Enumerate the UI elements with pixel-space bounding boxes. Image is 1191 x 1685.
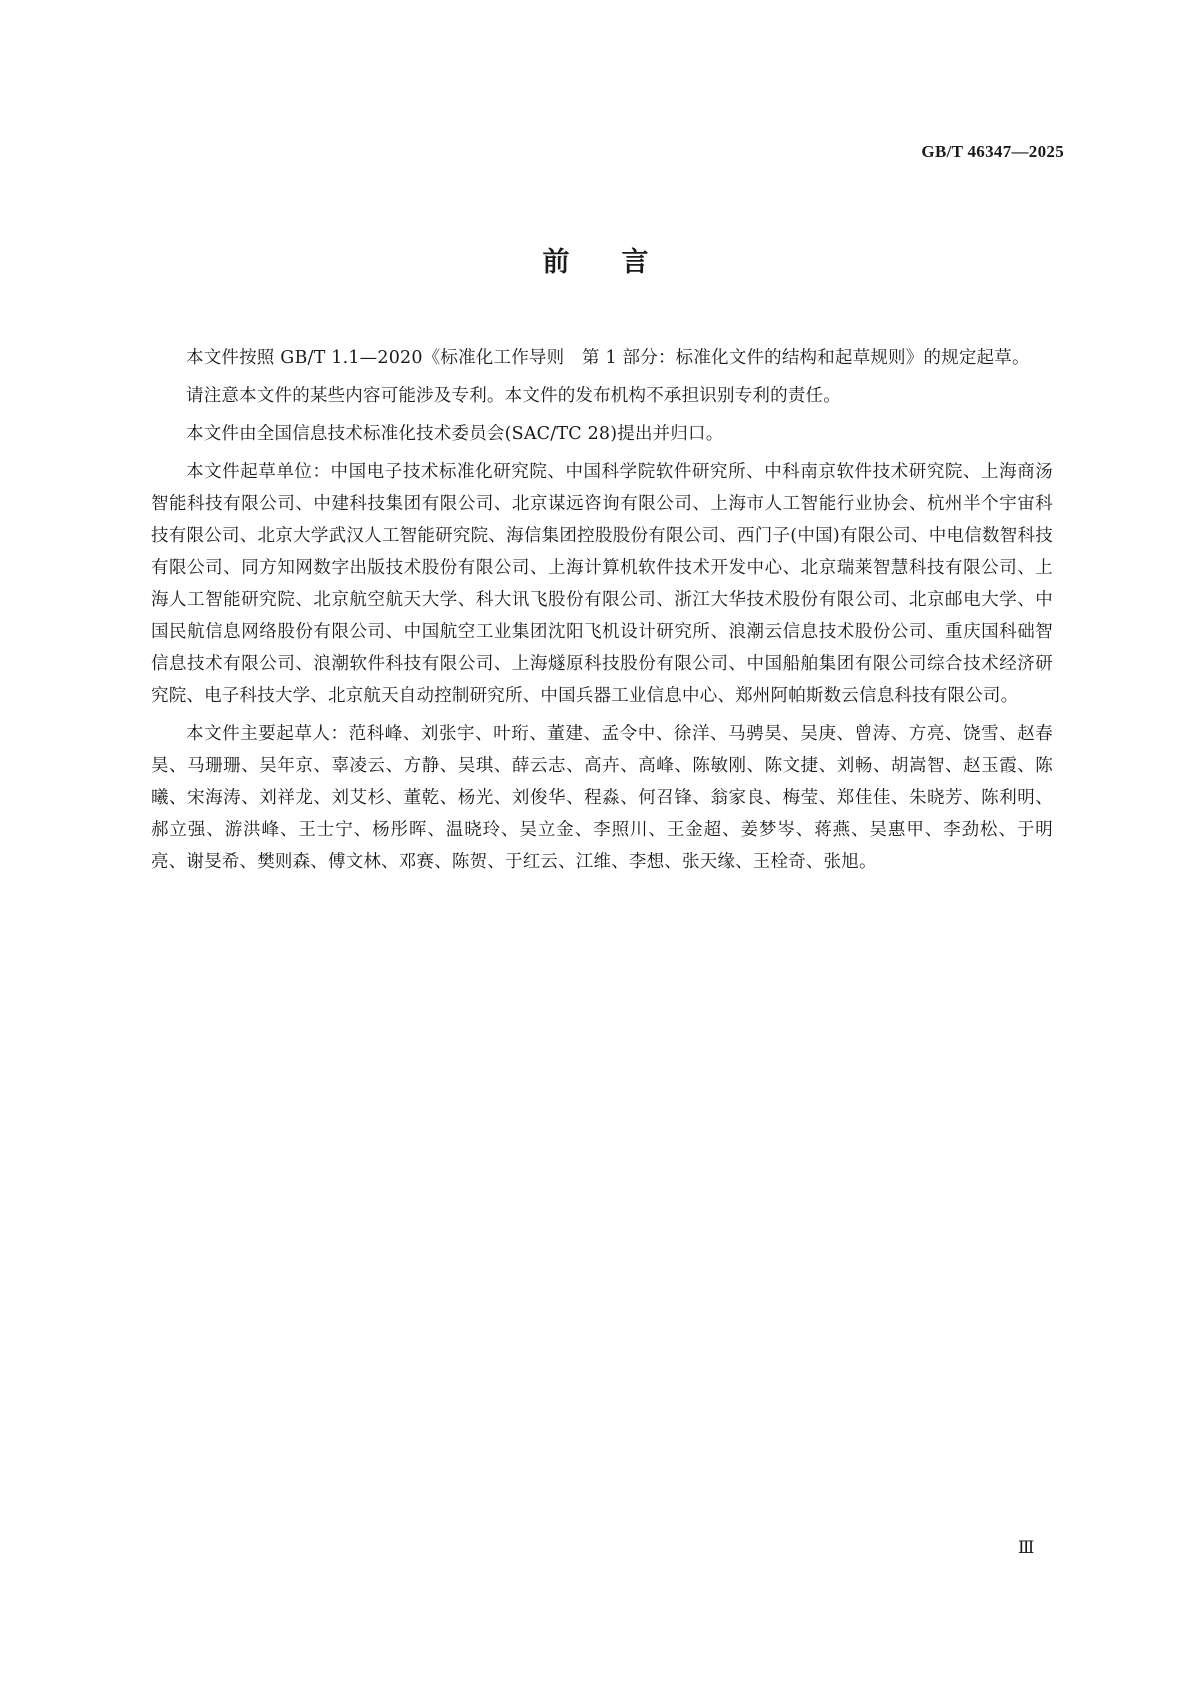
paragraph-drafting-units: 本文件起草单位：中国电子技术标准化研究院、中国科学院软件研究所、中科南京软件技术研究院、上海商汤智能科技有限公司、中建科技集团有限公司、北京谋远咨询有限公司、上海市人工智能行业协会、杭州半个宇宙科技有限公司、北京大学武汉人工智能研究院、海信集团控股股份有限公司、西门子(中国)有限公司、中电信数智科技有限公司、同方知网数字出版技术股份有限公司、上海计算机软件技术开发中心、北京瑞莱智慧科技有限公司、上海人工智能研究院、北京航空航天大学、科大讯飞股份有限公司、浙江大华技术股份有限公司、北京邮电大学、中国民航信息网络股份有限公司、中国航空工业集团沈阳飞机设计研究所、浪潮云信息技术股份公司、重庆国科础智信息技术有限公司、浪潮软件科技有限公司、上海燧原科技股份有限公司、中国船舶集团有限公司综合技术经济研究院、电子科技大学、北京航天自动控制研究所、中国兵器工业信息中心、郑州阿帕斯数云信息科技有限公司。 <box>151 462 1053 706</box>
page-title: 前言 <box>542 247 701 278</box>
page-number: Ⅲ <box>1018 1538 1035 1557</box>
paragraph-patent-notice: 请注意本文件的某些内容可能涉及专利。本文件的发布机构不承担识别专利的责任。 <box>186 386 841 406</box>
paragraph-drafters: 本文件主要起草人：范科峰、刘张宇、叶珩、董建、孟令中、徐洋、马骋昊、吴庚、曾涛、方亮、饶雪、赵春昊、马珊珊、吴年京、辜凌云、方静、吴琪、薛云志、高卉、高峰、陈敏刚、陈文捷、刘畅、胡嵩智、赵玉霞、陈曦、宋海涛、刘祥龙、刘艾杉、董乾、杨光、刘俊华、程淼、何召锋、翁家良、梅莹、郑佳佳、朱晓芳、陈利明、郝立强、游洪峰、王士宁、杨彤晖、温晓玲、吴立金、李照川、王金超、姜梦岑、蒋燕、吴惠甲、李劲松、于明亮、谢旻希、樊则森、傅文林、邓赛、陈贺、于红云、江维、李想、张天缘、王栓奇、张旭。 <box>151 724 1053 872</box>
paragraph-drafting-rules: 本文件按照 GB/T 1.1—2020《标准化工作导则 第 1 部分：标准化文件的结构和起草规则》的规定起草。 <box>186 348 1030 368</box>
paragraph-proposer: 本文件由全国信息技术标准化技术委员会(SAC/TC 28)提出并归口。 <box>186 424 724 444</box>
foreword-body <box>151 342 1053 884</box>
standard-number: GB/T 46347—2025 <box>921 142 1064 161</box>
